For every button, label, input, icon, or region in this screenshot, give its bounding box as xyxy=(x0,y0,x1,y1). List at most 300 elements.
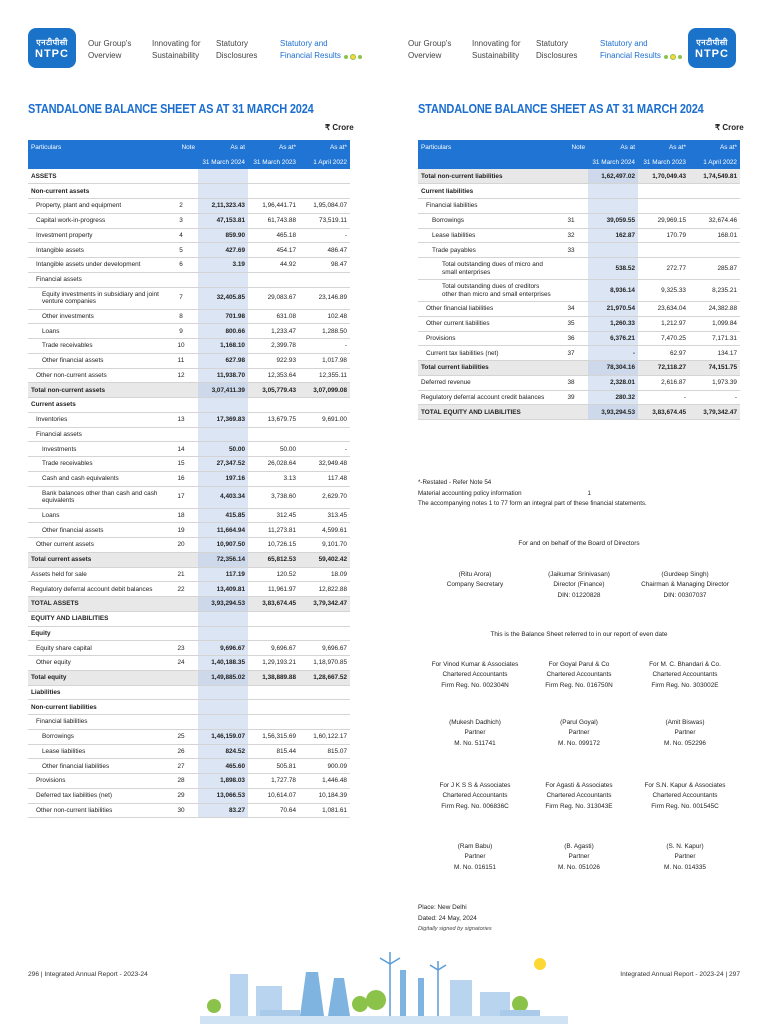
row-label: Financial assets xyxy=(28,272,164,287)
table-row xyxy=(28,611,350,626)
signatory-company-secretary: (Ritu Arora) Company Secretary xyxy=(446,571,504,589)
row-value-2023 xyxy=(638,184,689,199)
row-value-2022: 24,382.88 xyxy=(689,302,740,317)
nav-item-disclosures[interactable]: Statutory Disclosures xyxy=(216,39,258,60)
row-value-2022 xyxy=(299,398,350,413)
row-value-2022: 313.45 xyxy=(299,508,350,523)
row-label: Other financial liabilities xyxy=(418,302,554,317)
row-value-2023: 1,233.47 xyxy=(248,324,299,339)
table-row xyxy=(28,788,350,803)
table-row xyxy=(418,243,740,258)
row-note: 5 xyxy=(164,243,198,258)
row-value-2022: 18.09 xyxy=(299,567,350,582)
table-row xyxy=(28,729,350,744)
row-value-2024: 6,376.21 xyxy=(588,331,638,346)
row-value-2022 xyxy=(299,626,350,641)
col-header-note: Note xyxy=(164,140,198,155)
col-subheader-2024: 31 March 2024 xyxy=(198,155,248,169)
table-row xyxy=(28,339,350,354)
row-label: Equity investments in subsidiary and joint venture companies xyxy=(28,287,164,309)
row-label: Financial assets xyxy=(28,427,164,442)
row-note xyxy=(554,199,588,214)
row-value-2024 xyxy=(198,427,248,442)
row-label: Other non-current liabilities xyxy=(28,803,164,818)
notes-block xyxy=(418,478,647,510)
row-value-2023: 922.93 xyxy=(248,353,299,368)
row-value-2023: 454.17 xyxy=(248,243,299,258)
board-heading: For and on behalf of the Board of Directors xyxy=(518,540,640,547)
row-value-2024: 50.00 xyxy=(198,442,248,457)
row-value-2023: 1,56,315.69 xyxy=(248,729,299,744)
row-label: Other financial assets xyxy=(28,353,164,368)
row-label: Lease liabilities xyxy=(28,744,164,759)
row-value-2022 xyxy=(689,184,740,199)
auditor-partner-4: (Ram Babu) Partner M. No. 016151 xyxy=(454,843,496,871)
material-policy-note: 1 xyxy=(587,489,591,497)
page-title-right: STANDALONE BALANCE SHEET AS AT 31 MARCH 2024 xyxy=(418,102,704,116)
row-note: 3 xyxy=(164,213,198,228)
row-value-2023: 465.18 xyxy=(248,228,299,243)
row-note xyxy=(164,184,198,199)
row-value-2024: 538.52 xyxy=(588,258,638,280)
row-value-2022: 9,691.00 xyxy=(299,412,350,427)
row-label: Trade payables xyxy=(418,243,554,258)
row-note xyxy=(164,383,198,398)
row-label: Total current assets xyxy=(28,552,164,567)
row-value-2024: 83.27 xyxy=(198,803,248,818)
row-note: 35 xyxy=(554,316,588,331)
row-value-2024: 627.98 xyxy=(198,353,248,368)
row-note: 8 xyxy=(164,309,198,324)
row-value-2023: - xyxy=(638,390,689,405)
row-value-2024 xyxy=(198,169,248,184)
row-value-2024: 39,059.55 xyxy=(588,213,638,228)
col-header-particulars: Particulars xyxy=(418,140,554,155)
dated-text: Dated: 24 May, 2024 xyxy=(418,915,477,922)
row-note xyxy=(164,272,198,287)
row-value-2022 xyxy=(689,243,740,258)
row-value-2024: 11,938.70 xyxy=(198,368,248,383)
col-header-particulars: Particulars xyxy=(28,140,164,155)
row-note: 12 xyxy=(164,368,198,383)
row-label: Total outstanding dues of micro and small enterprises xyxy=(418,258,554,280)
digital-signature-note: Digitally signed by signatories xyxy=(418,926,492,932)
row-value-2022: 12,355.11 xyxy=(299,368,350,383)
nav-item-overview[interactable]: Our Group's Overview xyxy=(88,39,132,60)
row-label: TOTAL EQUITY AND LIABILITIES xyxy=(418,405,554,420)
row-value-2024 xyxy=(588,199,638,214)
row-value-2024: 13,066.53 xyxy=(198,788,248,803)
row-label: TOTAL ASSETS xyxy=(28,597,164,612)
row-note: 22 xyxy=(164,582,198,597)
row-value-2023: 1,70,049.43 xyxy=(638,169,689,184)
row-value-2022 xyxy=(299,427,350,442)
table-row xyxy=(28,272,350,287)
auditor-firm-6: For S.N. Kapur & Associates Chartered Accountants Firm Reg. No. 001545C xyxy=(644,782,726,810)
row-note xyxy=(164,611,198,626)
row-value-2023: 1,38,889.88 xyxy=(248,670,299,685)
ntpc-logo[interactable]: एनटीपीसी NTPC xyxy=(28,28,76,68)
row-value-2023 xyxy=(248,272,299,287)
row-value-2023: 631.08 xyxy=(248,309,299,324)
col-header-2024: As at xyxy=(588,140,638,155)
auditor-firm-4: For J K S S & Associates Chartered Accountants Firm Reg. No. 006836C xyxy=(439,782,511,810)
row-label: Lease liabilities xyxy=(418,228,554,243)
row-value-2024: 1,62,497.02 xyxy=(588,169,638,184)
row-value-2024 xyxy=(198,715,248,730)
page-title-left: STANDALONE BALANCE SHEET AS AT 31 MARCH 2024 xyxy=(28,102,314,116)
row-value-2022 xyxy=(299,685,350,700)
table-row xyxy=(418,331,740,346)
table-row xyxy=(28,715,350,730)
table-row xyxy=(28,523,350,538)
auditor-firm-5: For Agasti & Associates Chartered Accountants Firm Reg. No. 313043E xyxy=(545,782,613,810)
row-value-2022 xyxy=(299,272,350,287)
row-value-2024: 9,696.67 xyxy=(198,641,248,656)
table-row xyxy=(28,759,350,774)
row-value-2024 xyxy=(198,272,248,287)
row-value-2022 xyxy=(299,184,350,199)
row-note: 7 xyxy=(164,287,198,309)
row-label: Regulatory deferral account credit balances xyxy=(418,390,554,405)
row-note: 31 xyxy=(554,213,588,228)
nav-left xyxy=(28,28,362,84)
row-value-2024: 3.19 xyxy=(198,258,248,273)
table-row xyxy=(28,803,350,818)
auditor-partner-2: (Parul Goyal) Partner M. No. 099172 xyxy=(558,719,600,747)
row-label: Current tax liabilities (net) xyxy=(418,346,554,361)
row-label: Other equity xyxy=(28,656,164,671)
row-value-2023: 505.81 xyxy=(248,759,299,774)
row-label: Financial liabilities xyxy=(418,199,554,214)
table-row xyxy=(418,302,740,317)
nav-item-financial-results-right[interactable]: Statutory and Financial Results xyxy=(600,39,661,60)
row-value-2024: 3,07,411.39 xyxy=(198,383,248,398)
table-row xyxy=(418,316,740,331)
row-value-2022: 59,402.42 xyxy=(299,552,350,567)
auditor-partner-6: (S. N. Kapur) Partner M. No. 014335 xyxy=(664,843,706,871)
row-note: 33 xyxy=(554,243,588,258)
row-note xyxy=(164,715,198,730)
nav-item-sustainability[interactable]: Innovating for Sustainability xyxy=(152,39,201,60)
row-label: Loans xyxy=(28,508,164,523)
row-label: Equity xyxy=(28,626,164,641)
row-value-2024: 3,93,294.53 xyxy=(588,405,638,420)
row-note xyxy=(554,361,588,376)
row-value-2023: 11,273.81 xyxy=(248,523,299,538)
row-value-2024: 2,11,323.43 xyxy=(198,199,248,214)
table-row xyxy=(418,184,740,199)
row-value-2022 xyxy=(299,169,350,184)
table-row xyxy=(418,405,740,420)
row-value-2024 xyxy=(198,611,248,626)
row-value-2024: - xyxy=(588,346,638,361)
row-value-2024: 78,304.16 xyxy=(588,361,638,376)
place-text: Place: New Delhi xyxy=(418,904,467,911)
table-row xyxy=(28,700,350,715)
row-value-2022: 4,599.61 xyxy=(299,523,350,538)
row-note: 6 xyxy=(164,258,198,273)
row-note xyxy=(164,670,198,685)
row-value-2024: 32,405.85 xyxy=(198,287,248,309)
col-header-2023: As at* xyxy=(248,140,299,155)
row-value-2023: 10,726.15 xyxy=(248,538,299,553)
row-value-2022: 117.48 xyxy=(299,471,350,486)
row-value-2024: 280.32 xyxy=(588,390,638,405)
row-value-2023: 3,83,674.45 xyxy=(638,405,689,420)
table-row xyxy=(418,213,740,228)
row-note xyxy=(164,597,198,612)
row-note: 20 xyxy=(164,538,198,553)
row-value-2024 xyxy=(198,685,248,700)
row-label: Provisions xyxy=(418,331,554,346)
row-value-2022: 9,696.67 xyxy=(299,641,350,656)
row-value-2024: 415.85 xyxy=(198,508,248,523)
auditor-partner-5: (B. Agasti) Partner M. No. 051026 xyxy=(558,843,600,871)
row-note: 37 xyxy=(554,346,588,361)
row-value-2022: 3,79,342.47 xyxy=(689,405,740,420)
row-note: 39 xyxy=(554,390,588,405)
row-value-2022: 1,60,122.17 xyxy=(299,729,350,744)
footer-right: Integrated Annual Report - 2023-24 | 297 xyxy=(620,971,740,978)
row-note xyxy=(554,280,588,302)
ntpc-logo-right[interactable]: एनटीपीसी NTPC xyxy=(688,28,736,68)
col-header-2022: As at* xyxy=(689,140,740,155)
row-value-2022: 9,101.70 xyxy=(299,538,350,553)
row-value-2023: 3.13 xyxy=(248,471,299,486)
row-note: 10 xyxy=(164,339,198,354)
row-label: Loans xyxy=(28,324,164,339)
unit-label-right: ₹ Crore xyxy=(715,123,744,132)
row-value-2023: 312.45 xyxy=(248,508,299,523)
row-note xyxy=(164,700,198,715)
row-value-2022: 134.17 xyxy=(689,346,740,361)
row-value-2022: 32,949.48 xyxy=(299,457,350,472)
row-value-2023: 120.52 xyxy=(248,567,299,582)
col-header-2022: As at* xyxy=(299,140,350,155)
signatory-director-finance: (Jaikumar Srinivasan) Director (Finance) DIN: 01220828 xyxy=(548,571,610,599)
table-row xyxy=(28,169,350,184)
row-value-2023: 29,083.67 xyxy=(248,287,299,309)
row-value-2023: 3,83,674.45 xyxy=(248,597,299,612)
row-note: 14 xyxy=(164,442,198,457)
row-value-2023 xyxy=(248,427,299,442)
table-row xyxy=(418,169,740,184)
row-value-2023 xyxy=(248,611,299,626)
row-label: Liabilities xyxy=(28,685,164,700)
row-value-2024: 701.98 xyxy=(198,309,248,324)
nav-right xyxy=(408,28,736,84)
table-row xyxy=(28,412,350,427)
row-label: Total equity xyxy=(28,670,164,685)
row-value-2024: 465.60 xyxy=(198,759,248,774)
row-note: 36 xyxy=(554,331,588,346)
row-note: 17 xyxy=(164,486,198,508)
row-value-2024: 8,936.14 xyxy=(588,280,638,302)
col-header-2024: As at xyxy=(198,140,248,155)
row-label: Assets held for sale xyxy=(28,567,164,582)
row-note: 21 xyxy=(164,567,198,582)
row-note: 18 xyxy=(164,508,198,523)
auditor-firm-3: For M. C. Bhandari & Co. Chartered Accountants Firm Reg. No. 303002E xyxy=(649,661,721,689)
row-value-2023 xyxy=(248,715,299,730)
table-row xyxy=(28,538,350,553)
row-note: 25 xyxy=(164,729,198,744)
row-value-2023 xyxy=(248,169,299,184)
nav-item-overview-right[interactable]: Our Group's Overview xyxy=(408,39,452,60)
auditor-partner-3: (Amit Biswas) Partner M. No. 052296 xyxy=(664,719,706,747)
row-value-2022: 1,28,667.52 xyxy=(299,670,350,685)
row-label: Trade receivables xyxy=(28,339,164,354)
row-value-2024 xyxy=(198,398,248,413)
row-note xyxy=(164,552,198,567)
row-note: 32 xyxy=(554,228,588,243)
table-row xyxy=(418,280,740,302)
row-value-2022: 32,674.46 xyxy=(689,213,740,228)
row-value-2022: 10,184.39 xyxy=(299,788,350,803)
row-value-2024: 17,369.83 xyxy=(198,412,248,427)
table-row xyxy=(28,457,350,472)
row-label: Regulatory deferral account debit balances xyxy=(28,582,164,597)
footer-left: 296 | Integrated Annual Report - 2023-24 xyxy=(28,971,148,978)
row-value-2024: 13,409.81 xyxy=(198,582,248,597)
row-label: ASSETS xyxy=(28,169,164,184)
row-value-2024: 197.16 xyxy=(198,471,248,486)
nav-indicator-icon xyxy=(344,52,362,62)
row-value-2022: 168.01 xyxy=(689,228,740,243)
row-label: Trade receivables xyxy=(28,457,164,472)
row-note xyxy=(164,169,198,184)
row-label: Total current liabilities xyxy=(418,361,554,376)
row-value-2022: - xyxy=(299,339,350,354)
row-value-2024: 427.69 xyxy=(198,243,248,258)
row-value-2022 xyxy=(299,700,350,715)
table-row xyxy=(28,324,350,339)
row-value-2022: 1,95,084.07 xyxy=(299,199,350,214)
row-value-2023: 72,118.27 xyxy=(638,361,689,376)
row-label: Equity share capital xyxy=(28,641,164,656)
row-note: 27 xyxy=(164,759,198,774)
row-note: 16 xyxy=(164,471,198,486)
table-row xyxy=(28,567,350,582)
row-value-2022: 285.87 xyxy=(689,258,740,280)
row-label: Current assets xyxy=(28,398,164,413)
row-value-2024: 47,153.81 xyxy=(198,213,248,228)
nav-indicator-icon-right xyxy=(664,52,682,62)
auditor-firm-1: For Vinod Kumar & Associates Chartered Accountants Firm Reg. No. 002304N xyxy=(431,661,519,689)
table-row xyxy=(28,243,350,258)
row-note: 34 xyxy=(554,302,588,317)
row-label: Investments xyxy=(28,442,164,457)
table-row xyxy=(418,258,740,280)
row-label: Other current assets xyxy=(28,538,164,553)
row-value-2022 xyxy=(299,611,350,626)
balance-sheet-table-right xyxy=(418,140,740,420)
row-label: Borrowings xyxy=(418,213,554,228)
row-label: Other investments xyxy=(28,309,164,324)
table-row xyxy=(418,390,740,405)
nav-item-sustainability-right[interactable]: Innovating for Sustainability xyxy=(472,39,521,60)
table-row xyxy=(28,641,350,656)
row-value-2022: 1,081.61 xyxy=(299,803,350,818)
row-label: Borrowings xyxy=(28,729,164,744)
row-value-2022: 2,629.70 xyxy=(299,486,350,508)
row-note: 23 xyxy=(164,641,198,656)
row-value-2023: 1,727.78 xyxy=(248,774,299,789)
row-value-2024 xyxy=(198,700,248,715)
row-value-2023: 10,614.07 xyxy=(248,788,299,803)
row-label: Provisions xyxy=(28,774,164,789)
row-label: Other financial liabilities xyxy=(28,759,164,774)
auditor-partner-1: (Mukesh Dadhich) Partner M. No. 511741 xyxy=(449,719,501,747)
table-row xyxy=(28,258,350,273)
row-value-2023: 3,738.60 xyxy=(248,486,299,508)
table-row xyxy=(28,486,350,508)
row-value-2023: 3,05,779.43 xyxy=(248,383,299,398)
auditor-heading: This is the Balance Sheet referred to in our report of even date xyxy=(490,631,668,638)
row-value-2023: 13,679.75 xyxy=(248,412,299,427)
balance-sheet-table-left xyxy=(28,140,350,818)
row-label: Current liabilities xyxy=(418,184,554,199)
row-note: 26 xyxy=(164,744,198,759)
row-note xyxy=(164,685,198,700)
row-value-2023 xyxy=(248,685,299,700)
row-value-2024: 27,347.52 xyxy=(198,457,248,472)
row-value-2024 xyxy=(198,626,248,641)
row-value-2022: 1,288.50 xyxy=(299,324,350,339)
signatory-chairman: (Gurdeep Singh) Chairman & Managing Director DIN: 00307037 xyxy=(641,571,729,599)
col-subheader-2023: 31 March 2023 xyxy=(638,155,689,169)
row-value-2024: 10,907.50 xyxy=(198,538,248,553)
row-value-2022 xyxy=(689,199,740,214)
nav-item-financial-results[interactable]: Statutory and Financial Results xyxy=(280,39,341,60)
row-note xyxy=(164,398,198,413)
row-value-2024: 1,260.33 xyxy=(588,316,638,331)
table-row xyxy=(28,656,350,671)
unit-label-left: ₹ Crore xyxy=(325,123,354,132)
table-row xyxy=(28,670,350,685)
row-label: Non-current liabilities xyxy=(28,700,164,715)
row-label: Intangible assets under development xyxy=(28,258,164,273)
row-value-2023 xyxy=(638,199,689,214)
table-row xyxy=(418,346,740,361)
row-value-2023: 70.64 xyxy=(248,803,299,818)
row-note: 29 xyxy=(164,788,198,803)
row-value-2022: 3,07,099.08 xyxy=(299,383,350,398)
auditor-firm-2: For Goyal Parul & Co Chartered Accountants Firm Reg. No. 016750N xyxy=(545,661,613,689)
row-note: 2 xyxy=(164,199,198,214)
place-date-block xyxy=(418,902,492,935)
table-row xyxy=(418,228,740,243)
row-value-2022: 12,822.88 xyxy=(299,582,350,597)
row-value-2022 xyxy=(299,715,350,730)
row-label: Other financial assets xyxy=(28,523,164,538)
nav-item-disclosures-right[interactable]: Statutory Disclosures xyxy=(536,39,578,60)
power-plant-illustration xyxy=(200,934,568,1024)
row-value-2023: 1,29,193.21 xyxy=(248,656,299,671)
row-value-2023: 61,743.88 xyxy=(248,213,299,228)
row-value-2024: 117.19 xyxy=(198,567,248,582)
row-value-2024: 21,970.54 xyxy=(588,302,638,317)
col-header-note: Note xyxy=(554,140,588,155)
material-policy-label: Material accounting policy information xyxy=(418,489,522,497)
table-row xyxy=(28,582,350,597)
row-value-2022: 815.07 xyxy=(299,744,350,759)
row-label: Property, plant and equipment xyxy=(28,199,164,214)
row-note: 15 xyxy=(164,457,198,472)
row-value-2023 xyxy=(638,243,689,258)
row-value-2023: 44.92 xyxy=(248,258,299,273)
